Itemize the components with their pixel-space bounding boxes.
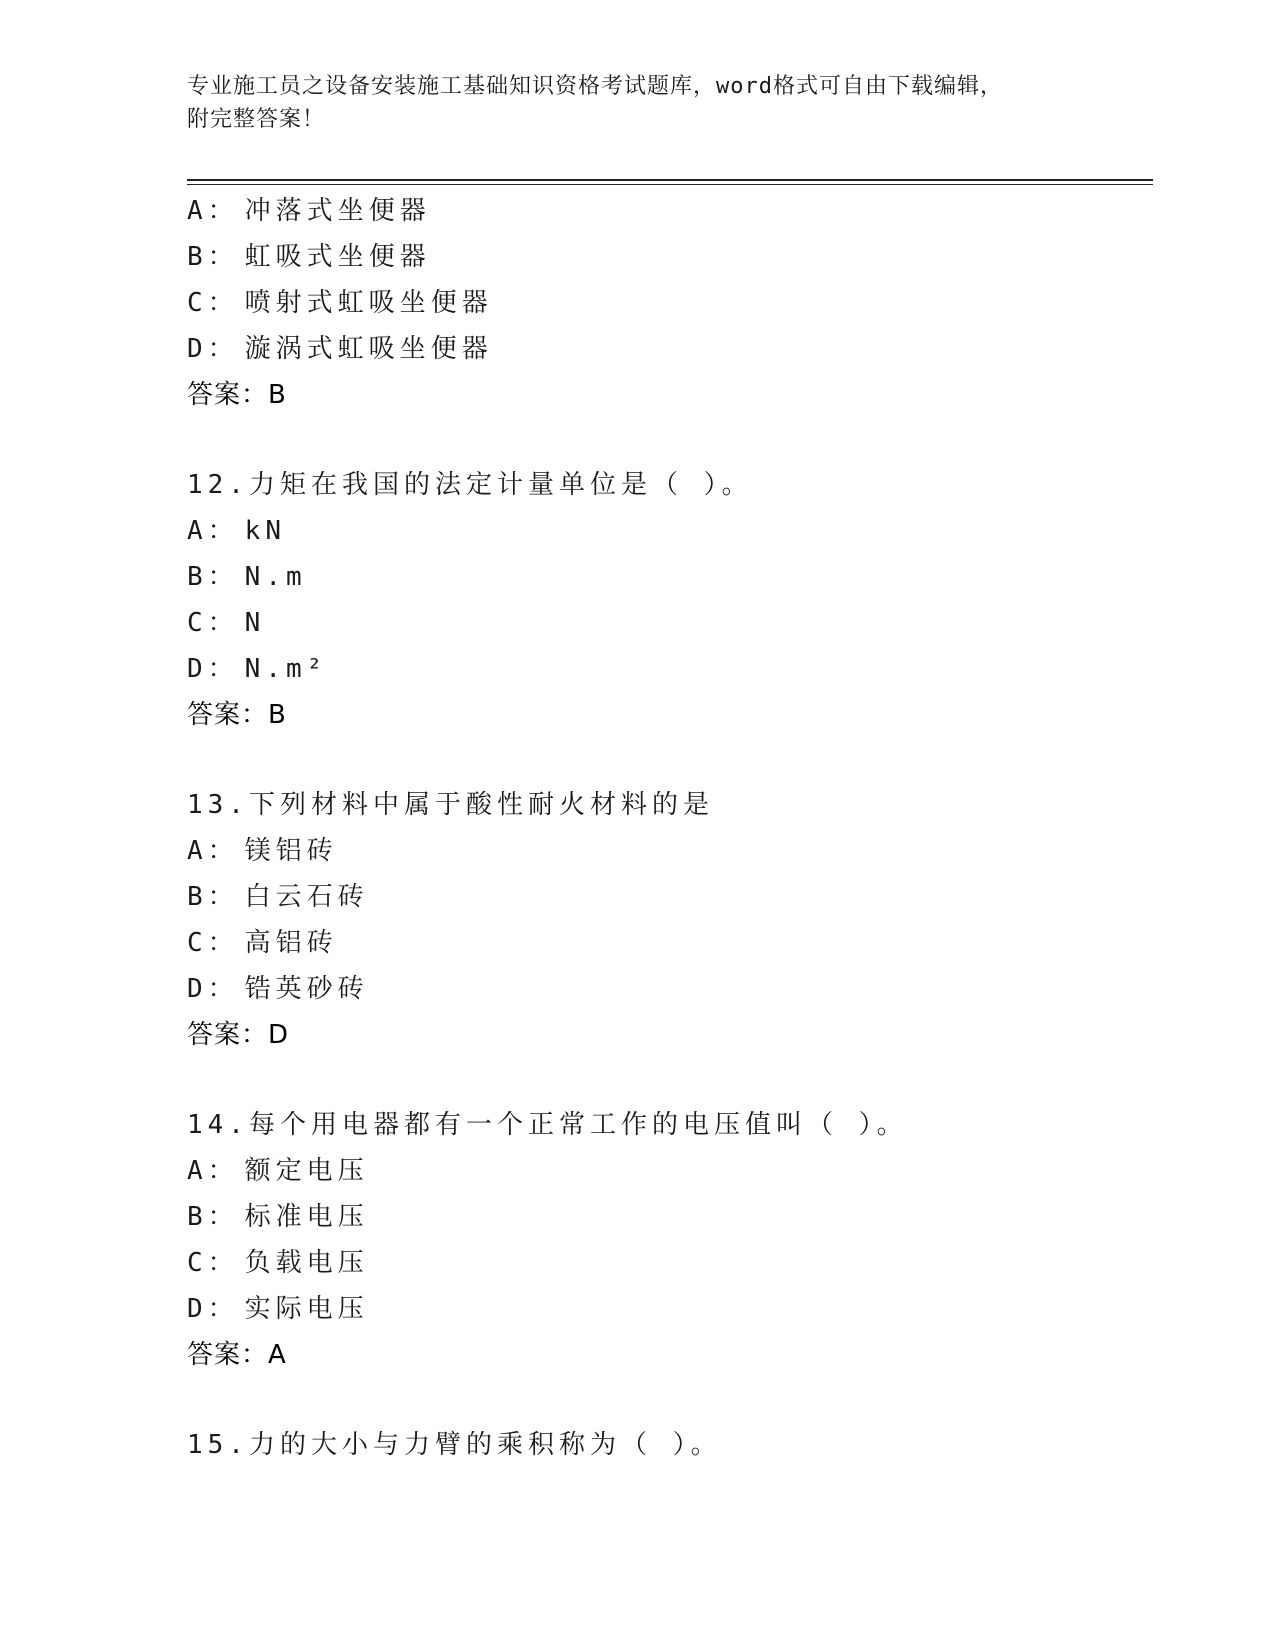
answer-label: 答案： [187,700,269,730]
option-letter: D [187,654,208,684]
answer-line [187,1332,1153,1378]
option-b [187,234,1153,280]
question-block [187,1422,1153,1468]
option-d [187,966,1153,1012]
question-block [187,782,1153,1058]
option-letter: C [187,288,208,318]
header-rule-thick [187,179,1153,181]
option-letter: B [187,882,208,912]
option-separator: ： [207,334,239,364]
option-text: 镁铝砖 [244,836,338,866]
answer-value: D [268,1020,290,1050]
option-text: N.m² [244,654,328,684]
answer-value: B [268,380,287,410]
option-b [187,1194,1153,1240]
question-text: 14.每个用电器都有一个正常工作的电压值叫（ ）。 [187,1110,908,1140]
option-letter: C [187,928,208,958]
question-text: 15.力的大小与力臂的乘积称为（ ）。 [187,1430,722,1460]
option-separator: ： [207,974,239,1004]
option-separator: ： [207,196,239,226]
option-letter: C [187,1248,208,1278]
option-a [187,828,1153,874]
option-b [187,554,1153,600]
answer-label: 答案： [187,1020,269,1050]
option-letter: B [187,562,208,592]
header-line-2: 附完整答案！ [187,107,326,132]
option-letter: A [187,516,208,546]
option-separator: ： [207,654,239,684]
question-block [187,188,1153,418]
option-separator: ： [207,516,239,546]
option-text: 额定电压 [244,1156,369,1186]
option-letter: D [187,1294,208,1324]
option-text: 标准电压 [244,1202,369,1232]
option-letter: B [187,1202,208,1232]
option-separator: ： [207,836,239,866]
option-separator: ： [207,928,239,958]
option-text: 喷射式虹吸坐便器 [244,288,493,318]
option-separator: ： [207,242,239,272]
option-separator: ： [207,1156,239,1186]
option-d [187,1286,1153,1332]
option-b [187,874,1153,920]
option-letter: C [187,608,208,638]
option-letter: B [187,242,208,272]
option-separator: ： [207,562,239,592]
answer-line [187,692,1153,738]
option-letter: A [187,1156,208,1186]
option-c [187,920,1153,966]
option-text: N.m [244,562,307,592]
option-separator: ： [207,882,239,912]
question-text: 13.下列材料中属于酸性耐火材料的是 [187,790,714,820]
answer-line [187,1012,1153,1058]
option-c [187,1240,1153,1286]
answer-value: B [268,700,287,730]
option-letter: A [187,836,208,866]
question-block [187,1102,1153,1378]
answer-value: A [268,1340,287,1370]
option-letter: A [187,196,208,226]
option-a [187,188,1153,234]
option-text: 高铝砖 [244,928,338,958]
option-text: 冲落式坐便器 [244,196,431,226]
option-separator: ： [207,1202,239,1232]
option-text: 锆英砂砖 [244,974,369,1004]
option-letter: D [187,974,208,1004]
option-d [187,326,1153,372]
option-separator: ： [207,1294,239,1324]
document-header [187,70,1087,136]
answer-line [187,372,1153,418]
option-a [187,1148,1153,1194]
answer-label: 答案： [187,380,269,410]
option-c [187,600,1153,646]
option-d [187,646,1153,692]
option-text: 漩涡式虹吸坐便器 [244,334,493,364]
question-text: 12.力矩在我国的法定计量单位是（ ）。 [187,470,753,500]
option-text: 负载电压 [244,1248,369,1278]
option-letter: D [187,334,208,364]
question-block [187,462,1153,738]
option-separator: ： [207,288,239,318]
header-rule-thin [187,184,1153,185]
option-text: 实际电压 [244,1294,369,1324]
option-separator: ： [207,1248,239,1278]
option-text: N [244,608,266,638]
answer-label: 答案： [187,1340,269,1370]
option-separator: ： [207,608,239,638]
question-list [187,188,1153,1468]
option-text: 白云石砖 [244,882,369,912]
option-a [187,508,1153,554]
header-line-1: 专业施工员之设备安装施工基础知识资格考试题库，word格式可自由下载编辑， [187,74,1003,99]
option-text: 虹吸式坐便器 [244,242,431,272]
option-text: kN [244,516,286,546]
option-c [187,280,1153,326]
